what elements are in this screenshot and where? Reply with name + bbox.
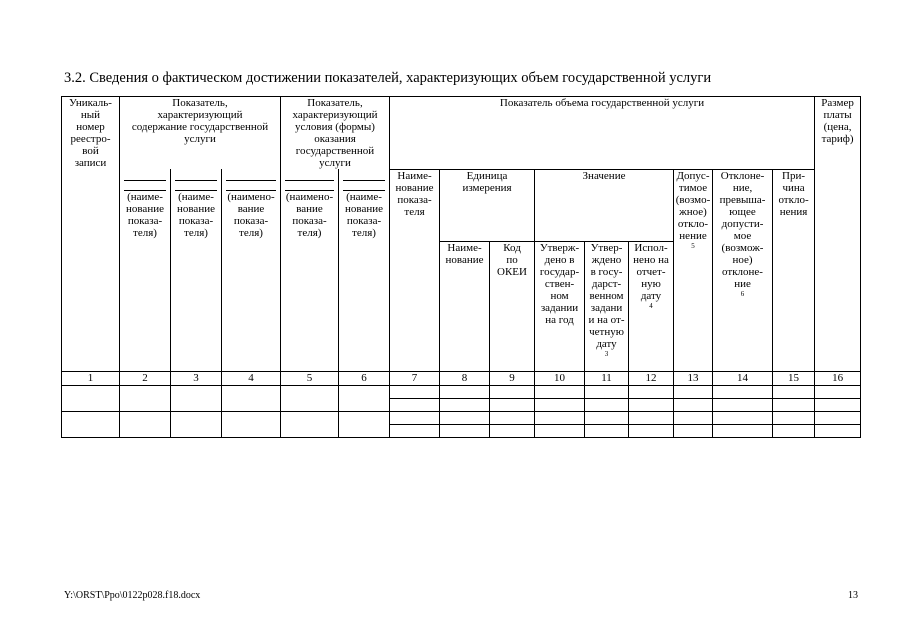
column-numbers-row: [62, 371, 861, 385]
table-cell[interactable]: [535, 385, 585, 398]
table-cell[interactable]: [815, 411, 861, 424]
table-cell[interactable]: [585, 411, 629, 424]
blank-line: [175, 181, 217, 191]
column-number: 8: [440, 371, 490, 385]
blank-line: [285, 181, 334, 191]
blank-line: [285, 171, 334, 181]
table-cell[interactable]: [629, 385, 674, 398]
table-row: [62, 411, 861, 424]
table-cell[interactable]: [440, 424, 490, 437]
header-allowed-deviation: Допус- тимое (возмо- жное) откло- нение $^5$: [674, 169, 713, 371]
table-cell[interactable]: [440, 398, 490, 411]
column-number: 9: [490, 371, 535, 385]
table-cell[interactable]: [713, 424, 773, 437]
table-cell[interactable]: [490, 398, 535, 411]
column-number: 3: [171, 371, 222, 385]
table-cell[interactable]: [171, 411, 222, 437]
header-approved-year: Утверж- дено в государ- ствен- ном задании на год: [535, 241, 585, 371]
header-executed: Испол- нено на отчет- ную дату $^4$: [629, 241, 674, 371]
table-cell[interactable]: [629, 424, 674, 437]
column-number: 5: [281, 371, 339, 385]
column-number: 4: [222, 371, 281, 385]
column-number: 15: [773, 371, 815, 385]
section-title: 3.2. Сведения о фактическом достижении показателей, характеризующих объем государственной услуги: [64, 70, 712, 86]
table-cell[interactable]: [339, 385, 390, 411]
table-cell[interactable]: [390, 398, 440, 411]
column-number: 7: [390, 371, 440, 385]
column-number: 16: [815, 371, 861, 385]
header-okei-code: Код по ОКЕИ: [490, 241, 535, 371]
indicators-table: [61, 96, 861, 438]
table-cell[interactable]: [773, 385, 815, 398]
subheader-content-1: (наиме- нование показа- теля): [120, 169, 171, 371]
table-cell[interactable]: [585, 385, 629, 398]
header-payment-size: Размер платы (цена, тариф): [815, 97, 861, 372]
header-value: Значение: [535, 169, 674, 241]
table-cell[interactable]: [440, 385, 490, 398]
blank-line: [226, 181, 276, 191]
table-cell[interactable]: [773, 398, 815, 411]
table-cell[interactable]: [674, 411, 713, 424]
table-cell[interactable]: [585, 398, 629, 411]
blank-line: [175, 171, 217, 181]
column-number: 14: [713, 371, 773, 385]
table-cell[interactable]: [535, 398, 585, 411]
header-excess-deviation: Отклоне- ние, превыша- ющее допусти- мое (возмож- ное) отклоне- ние $^6$: [713, 169, 773, 371]
header-volume-indicator: Показатель объема государственной услуги: [390, 97, 815, 170]
header-unique-number: Уникаль- ный номер реестро- вой записи: [62, 97, 120, 372]
table-cell[interactable]: [713, 398, 773, 411]
table-cell[interactable]: [281, 385, 339, 411]
table-cell[interactable]: [815, 398, 861, 411]
table-cell[interactable]: [674, 398, 713, 411]
table-cell[interactable]: [713, 411, 773, 424]
header-conditions-indicator: Показатель, характеризующий условия (формы) оказания государственной услуги: [281, 97, 390, 170]
header-deviation-reason: При- чина откло- нения: [773, 169, 815, 371]
table-cell[interactable]: [815, 385, 861, 398]
table-cell[interactable]: [674, 385, 713, 398]
table-cell[interactable]: [535, 411, 585, 424]
blank-line: [343, 171, 385, 181]
table-cell[interactable]: [773, 411, 815, 424]
column-number: 1: [62, 371, 120, 385]
column-number: 11: [585, 371, 629, 385]
blank-line: [343, 181, 385, 191]
column-number: 10: [535, 371, 585, 385]
column-number: 12: [629, 371, 674, 385]
table-cell[interactable]: [713, 385, 773, 398]
table-cell[interactable]: [629, 398, 674, 411]
header-approved-date: Утвер- ждено в госу- дарст- венном задани и на от- четную дату $^3$: [585, 241, 629, 371]
table-cell[interactable]: [281, 411, 339, 437]
footer-file-path: Y:\ORST\Ppo\0122p028.f18.docx: [64, 590, 201, 601]
blank-line: [226, 171, 276, 181]
table-row: [62, 385, 861, 398]
subheader-content-2: (наиме- нование показа- теля): [171, 169, 222, 371]
table-cell[interactable]: [585, 424, 629, 437]
subheader-conditions-2: (наиме- нование показа- теля): [339, 169, 390, 371]
table-cell[interactable]: [390, 385, 440, 398]
page-number: 13: [848, 590, 858, 601]
header-unit-name: Наиме- нование: [440, 241, 490, 371]
subheader-content-3: (наимено- вание показа- теля): [222, 169, 281, 371]
table-cell[interactable]: [62, 411, 120, 437]
table-cell[interactable]: [339, 411, 390, 437]
column-number: 2: [120, 371, 171, 385]
table-cell[interactable]: [674, 424, 713, 437]
table-cell[interactable]: [535, 424, 585, 437]
table-cell[interactable]: [490, 385, 535, 398]
table-cell[interactable]: [629, 411, 674, 424]
column-number: 6: [339, 371, 390, 385]
table-cell[interactable]: [120, 411, 171, 437]
blank-line: [124, 171, 166, 181]
table-cell[interactable]: [440, 411, 490, 424]
header-indicator-name: Наиме- нование показа- теля: [390, 169, 440, 371]
table-cell[interactable]: [490, 411, 535, 424]
table-cell[interactable]: [171, 385, 222, 411]
subheader-conditions-1: (наимено- вание показа- теля): [281, 169, 339, 371]
table-cell[interactable]: [222, 385, 281, 411]
table-cell[interactable]: [773, 424, 815, 437]
table-cell[interactable]: [390, 411, 440, 424]
table-cell[interactable]: [120, 385, 171, 411]
column-number: 13: [674, 371, 713, 385]
blank-line: [124, 181, 166, 191]
table-cell[interactable]: [490, 424, 535, 437]
table-cell[interactable]: [62, 385, 120, 411]
header-content-indicator: Показатель, характеризующий содержание государственной услуги: [120, 97, 281, 170]
table-cell[interactable]: [222, 411, 281, 437]
table-cell[interactable]: [390, 424, 440, 437]
table-cell[interactable]: [815, 424, 861, 437]
header-unit: Единица измерения: [440, 169, 535, 241]
